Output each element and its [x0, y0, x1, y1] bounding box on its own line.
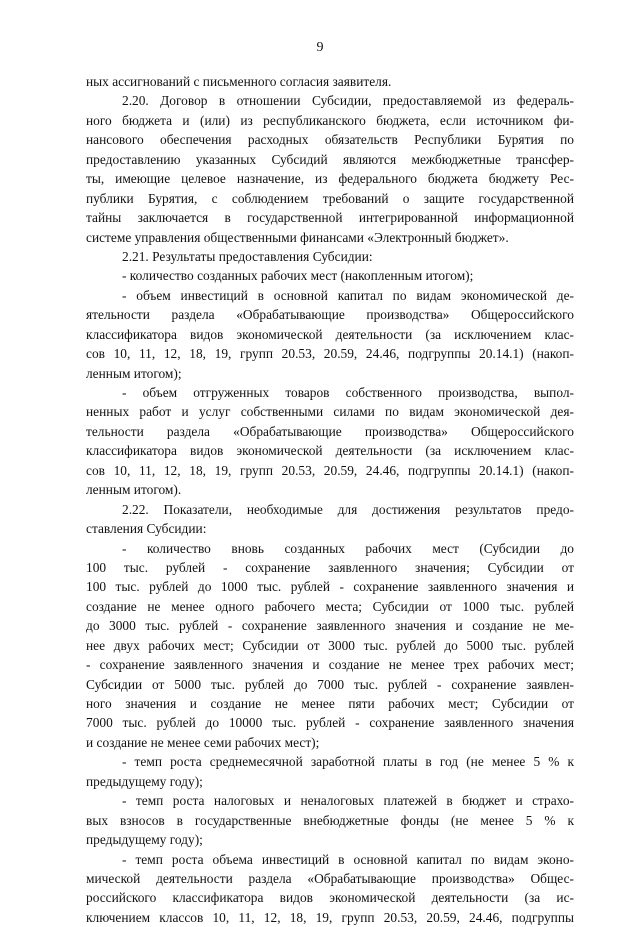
text-line: 100 тыс. рублей до 1000 тыс. рублей - сохранение заявленного значения и	[86, 579, 574, 595]
text-line: тельности раздела «Обрабатывающие производства» Общероссийского	[86, 423, 574, 439]
text-line: вых взносов в государственные внебюджетные фонды (не менее 5 % к	[86, 812, 574, 828]
text-line: мической деятельности раздела «Обрабатывающие производства» Общес-	[86, 870, 574, 886]
text-line: ного бюджета и (или) из республиканского бюджета, если источником фи-	[86, 112, 574, 128]
text-line: 2.20. Договор в отношении Субсидии, предоставляемой из федераль-	[122, 93, 574, 109]
text-line: - сохранение заявленного значения и создание не менее трех рабочих мест;	[86, 657, 574, 673]
text-line: публики Бурятия, с соблюдением требований о защите государственной	[86, 190, 574, 206]
text-line: ставления Субсидии:	[86, 521, 207, 537]
text-line: Субсидии от 5000 тыс. рублей до 7000 тыс. рублей - сохранение заявлен-	[86, 676, 574, 692]
text-line: классификатора видов экономической деятельности (за исключением клас-	[86, 326, 574, 342]
text-line: предыдущему году);	[86, 832, 203, 848]
text-line: ного значения и создание не менее пяти рабочих мест; Субсидии от	[86, 696, 574, 711]
text-line: сов 10, 11, 12, 18, 19, групп 20.53, 20.59, 24.46, подгруппы 20.14.1) (накоп-	[86, 346, 574, 362]
text-line: - количество созданных рабочих мест (накопленным итогом);	[122, 268, 474, 284]
text-line: ных ассигнований с письменного согласия заявителя.	[86, 74, 392, 89]
text-line: до 3000 тыс. рублей - сохранение заявленного значения и создание не ме-	[86, 618, 574, 634]
text-line: нее двух рабочих мест; Субсидии от 3000 тыс. рублей до 5000 тыс. рублей	[86, 637, 574, 653]
text-line: предыдущему году);	[86, 773, 203, 789]
text-line: 2.22. Показатели, необходимые для достижения результатов предо-	[122, 501, 574, 517]
document-body	[86, 72, 574, 927]
text-line: - темп роста среднемесячной заработной платы в год (не менее 5 % к	[122, 754, 574, 770]
text-line: классификатора видов экономической деятельности (за исключением клас-	[86, 443, 574, 459]
text-line: 7000 тыс. рублей до 10000 тыс. рублей - сохранение заявленного значения	[86, 715, 574, 731]
text-line: 2.21. Результаты предоставления Субсидии:	[122, 248, 373, 264]
text-line: 100 тыс. рублей - сохранение заявленного значения; Субсидии от	[86, 559, 574, 575]
text-line: - объем отгруженных товаров собственного производства, выпол-	[122, 385, 574, 400]
text-line: нансового обеспечения расходных обязательств Республики Бурятия по	[86, 132, 574, 148]
text-line: создание не менее одного рабочего места; Субсидии от 1000 тыс. рублей	[86, 598, 574, 614]
text-line: российского классификатора видов экономической деятельности (за ис-	[86, 890, 574, 906]
text-line: системе управления общественными финансами «Электронный бюджет».	[86, 229, 509, 245]
text-line: предоставлению указанных Субсидий являются межбюджетные трансфер-	[86, 151, 574, 167]
text-line: тайны заключается в государственной интегрированной информационной	[86, 210, 574, 226]
page-number: 9	[316, 40, 324, 55]
text-line: ненных работ и услуг собственными силами по видам экономической дея-	[86, 404, 574, 420]
text-line: ленным итогом).	[86, 482, 182, 498]
text-line: сов 10, 11, 12, 18, 19, групп 20.53, 20.59, 24.46, подгруппы 20.14.1) (накоп-	[86, 462, 574, 478]
text-line: ленным итогом);	[86, 365, 182, 381]
text-line: ключением классов 10, 11, 12, 18, 19, групп 20.53, 20.59, 24.46, подгруппы	[86, 909, 574, 925]
text-line: - темп роста налоговых и неналоговых платежей в бюджет и страхо-	[122, 793, 574, 809]
text-line: ятельности раздела «Обрабатывающие производства» Общероссийского	[86, 307, 574, 323]
text-line: - темп роста объема инвестиций в основной капитал по видам эконо-	[122, 851, 574, 867]
text-line: ты, имеющие целевое назначение, из федерального бюджета бюджету Рес-	[86, 171, 574, 187]
text-line: - количество вновь созданных рабочих мест (Субсидии до	[122, 540, 574, 556]
text-line: - объем инвестиций в основной капитал по видам экономической де-	[122, 287, 574, 303]
text-line: и создание не менее семи рабочих мест);	[86, 734, 320, 750]
